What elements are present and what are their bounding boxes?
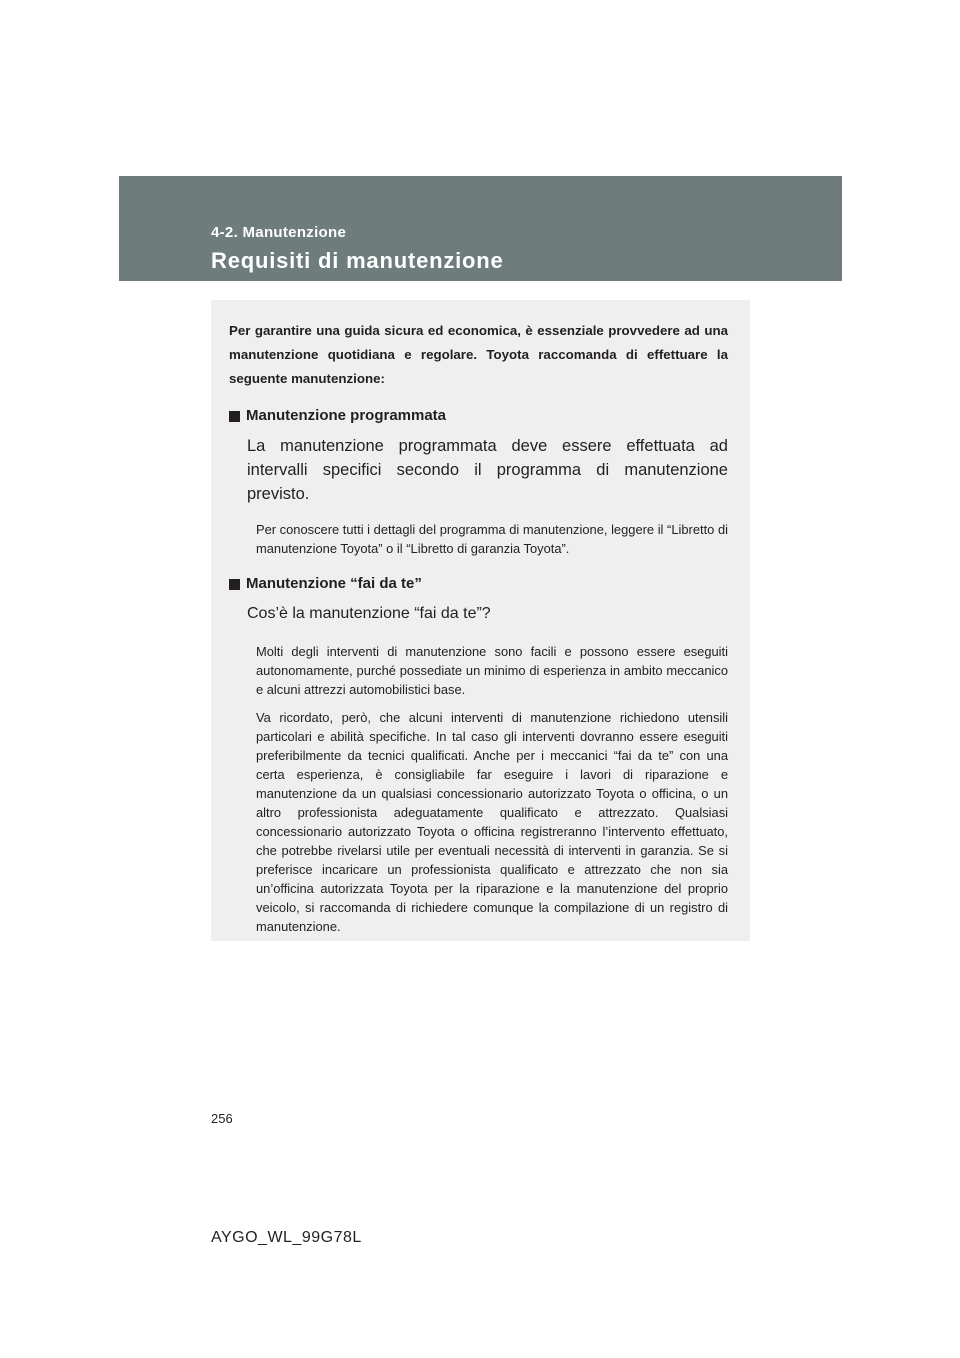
section-label: 4-2. Manutenzione xyxy=(211,224,347,241)
content-box xyxy=(211,300,750,941)
chapter-header xyxy=(119,176,842,281)
page-number: 256 xyxy=(211,1111,233,1126)
diy-maintenance-note-1: Molti degli interventi di manutenzione sono facili e possono essere eseguiti autonomamente, purché possediate un minimo di esperienza in ambito meccanico e alcuni attrezzi automobilistici base. xyxy=(256,644,728,697)
square-bullet-icon xyxy=(229,579,240,590)
document-code: AYGO_WL_99G78L xyxy=(211,1229,362,1246)
intro-paragraph: Per garantire una guida sicura ed economica, è essenziale provvedere ad una manutenzione quotidiana e regolare. Toyota raccomanda di effettuare la seguente manutenzione: xyxy=(229,323,728,386)
heading-diy-maintenance xyxy=(229,574,728,594)
scheduled-maintenance-note: Per conoscere tutti i dettagli del programma di manutenzione, leggere il “Libretto di manutenzione Toyota” o il “Libretto di garanzia Toyota”. xyxy=(256,522,728,556)
heading-scheduled-maintenance xyxy=(229,406,728,426)
square-bullet-icon xyxy=(229,411,240,422)
page-title: Requisiti di manutenzione xyxy=(211,248,504,273)
heading-text: Manutenzione “fai da te” xyxy=(246,575,422,592)
diy-maintenance-lead: Cos’è la manutenzione “fai da te”? xyxy=(247,605,491,622)
scheduled-maintenance-lead: La manutenzione programmata deve essere effettuata ad intervalli specifici secondo il programma di manutenzione previsto. xyxy=(247,437,728,503)
diy-maintenance-note-2: Va ricordato, però, che alcuni interventi di manutenzione richiedono utensili particolari e abilità specifiche. In tal caso gli interventi dovranno essere eseguiti preferibilmente da tecnici qualificati. Anche per i meccanici “fai da te” con una certa esperienza, è consigliabile far eseguire i lavori di riparazione e manutenzione da un qualsiasi concessionario autorizzato Toyota o officina, o un altro professionista adeguatamente qualificato e attrezzato. Qualsiasi concessionario autorizzato Toyota o officina registreranno l’intervento effettuato, che potrebbe rivelarsi utile per eventuali necessità di interventi in garanzia. Se si preferisce incaricare un professionista qualificato e attrezzato che non sia un’officina autorizzata Toyota per la riparazione e la manutenzione del proprio veicolo, si raccomanda di richiedere comunque la compilazione di un registro di manutenzione. xyxy=(256,710,728,934)
heading-text: Manutenzione programmata xyxy=(246,407,447,424)
